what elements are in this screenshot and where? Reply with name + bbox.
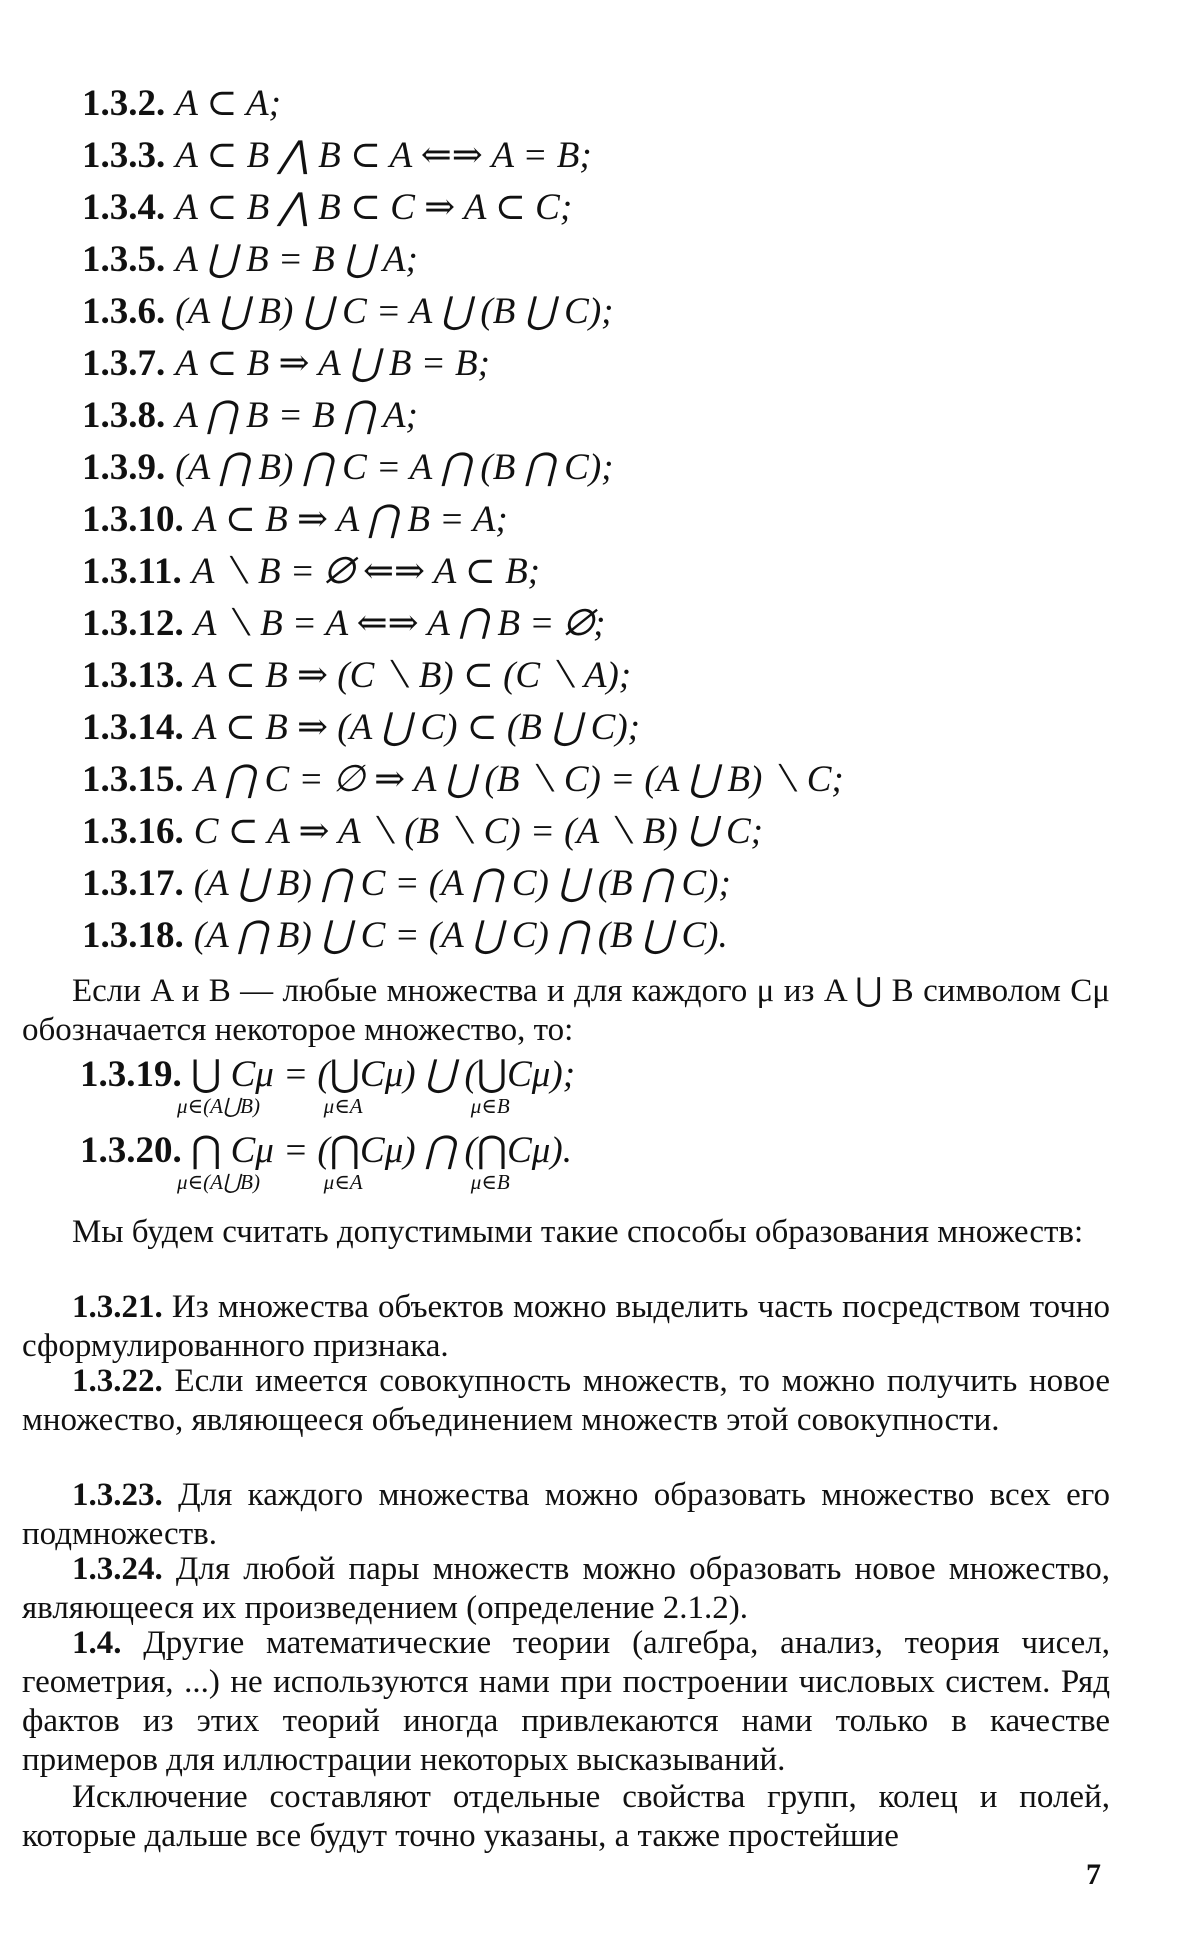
big-intersection-operator (177, 1128, 260, 1194)
formula-line (82, 806, 844, 858)
rule-text: Для каждого множества можно образовать множество всех его подмножеств. (22, 1477, 1110, 1552)
formula-expression: (A ⋂ B) ⋃ C = (A ⋃ C) ⋂ (B ⋃ C). (193, 915, 728, 956)
formula-expression: A ⊂ B ⋀ B ⊂ A ⇐⇒ A = B; (175, 135, 592, 176)
formula-1-3-20 (80, 1128, 572, 1194)
formula-expression: A ⋃ B = B ⋃ A; (175, 239, 418, 280)
formula-number: 1.3.11. (82, 551, 182, 592)
section-text: Другие математические теории (алгебра, анализ, теория чисел, геометрия, ...) не используются нами при построении числовых систем. Ряд фактов из этих теорий иногда привлекаются нами только в качестве примеров для иллюстрации некоторых высказываний. (22, 1625, 1110, 1778)
formula-part: Cμ). (507, 1130, 572, 1171)
formula-line (82, 234, 844, 286)
formula-list (82, 78, 844, 962)
formula-line (82, 182, 844, 234)
formula-line (82, 910, 844, 962)
formula-number: 1.3.9. (82, 447, 166, 488)
rule-number: 1.3.21. (72, 1289, 163, 1325)
formula-line (82, 754, 844, 806)
formula-line (82, 442, 844, 494)
operator-symbol: ⋃ (476, 1054, 508, 1095)
formula-number: 1.3.12. (82, 603, 184, 644)
formula-expression: A ⊂ B ⇒ (C ⟍ B) ⊂ (C ⟍ A); (193, 655, 632, 696)
formula-number: 1.3.16. (82, 811, 184, 852)
big-intersection-operator (323, 1128, 363, 1194)
formula-number: 1.3.17. (82, 863, 184, 904)
operator-subscript: μ∈A (323, 1170, 363, 1194)
formula-number: 1.3.6. (82, 291, 166, 332)
section-number: 1.4. (72, 1625, 122, 1661)
last-paragraph: Исключение составляют отдельные свойства групп, колец и полей, которые дальше все будут точно указаны, а также простейшие (22, 1779, 1110, 1854)
formula-1-3-19 (80, 1052, 576, 1118)
formula-part: Cμ) ⋃ ( (360, 1054, 477, 1095)
formula-line (82, 338, 844, 390)
formula-part: Cμ) ⋂ ( (360, 1130, 477, 1171)
formula-number: 1.3.2. (82, 83, 166, 124)
formula-part: Cμ = ( (230, 1130, 330, 1171)
formula-number: 1.3.5. (82, 239, 166, 280)
big-intersection-operator (470, 1128, 510, 1194)
formula-expression: A ⊂ B ⇒ (A ⋃ C) ⊂ (B ⋃ C); (193, 707, 640, 748)
formula-number: 1.3.4. (82, 187, 166, 228)
big-union-operator (470, 1052, 510, 1118)
rule-1-3-23 (22, 1476, 1110, 1554)
formula-number: 1.3.14. (82, 707, 184, 748)
formula-line (82, 598, 844, 650)
section-1-4 (22, 1624, 1110, 1780)
formula-number: 1.3.3. (82, 135, 166, 176)
intro-paragraph: Если A и B — любые множества и для каждого μ из A ⋃ B символом Cμ обозначается некоторое множество, то: (22, 973, 1110, 1048)
rule-number: 1.3.23. (72, 1477, 163, 1513)
operator-subscript: μ∈B (470, 1094, 510, 1118)
rule-number: 1.3.24. (72, 1551, 163, 1587)
rule-number: 1.3.22. (72, 1363, 163, 1399)
allowed-methods-paragraph: Мы будем считать допустимыми такие способы образования множеств: (72, 1214, 1084, 1250)
formula-expression: A ⋂ C = ∅ ⇒ A ⋃ (B ⟍ C) = (A ⋃ B) ⟍ C; (193, 759, 844, 800)
formula-number: 1.3.15. (82, 759, 184, 800)
formula-expression: A ⊂ B ⇒ A ⋂ B = A; (193, 499, 508, 540)
rule-text: Для любой пары множеств можно образовать новое множество, являющееся их произведением (определение 2.1.2). (22, 1551, 1111, 1626)
big-union-operator (323, 1052, 363, 1118)
operator-subscript: μ∈(A⋃B) (177, 1170, 260, 1194)
rule-text: Из множества объектов можно выделить часть посредством точно сформулированного признака. (22, 1289, 1110, 1364)
formula-expression: A ⋂ B = B ⋂ A; (175, 395, 418, 436)
rule-text: Если имеется совокупность множеств, то можно получить новое множество, являющееся объединением множеств этой совокупности. (22, 1363, 1111, 1438)
operator-symbol: ⋂ (476, 1130, 508, 1171)
formula-line (82, 390, 844, 442)
formula-expression: A ⊂ B ⇒ A ⋃ B = B; (175, 343, 490, 384)
formula-part: Cμ = ( (230, 1054, 330, 1095)
operator-subscript: μ∈B (470, 1170, 510, 1194)
formula-line (82, 546, 844, 598)
formula-expression: C ⊂ A ⇒ A ⟍ (B ⟍ C) = (A ⟍ B) ⋃ C; (193, 811, 763, 852)
operator-subscript: μ∈A (323, 1094, 363, 1118)
formula-number: 1.3.13. (82, 655, 184, 696)
formula-expression: A ⊂ A; (175, 83, 281, 124)
formula-line (82, 858, 844, 910)
formula-number: 1.3.20. (80, 1130, 182, 1171)
formula-line (82, 286, 844, 338)
rule-1-3-21 (22, 1288, 1110, 1366)
formula-line (82, 702, 844, 754)
operator-symbol: ⋂ (191, 1130, 222, 1171)
formula-expression: (A ⋃ B) ⋂ C = (A ⋂ C) ⋃ (B ⋂ C); (193, 863, 731, 904)
formula-expression: A ⟍ B = A ⇐⇒ A ⋂ B = ∅; (193, 603, 606, 644)
formula-line (82, 494, 844, 546)
formula-expression: A ⟍ B = ∅ ⇐⇒ A ⊂ B; (191, 551, 540, 592)
formula-line (82, 78, 844, 130)
formula-expression: A ⊂ B ⋀ B ⊂ C ⇒ A ⊂ C; (175, 187, 573, 228)
big-union-operator (177, 1052, 260, 1118)
operator-symbol: ⋂ (329, 1130, 361, 1171)
formula-number: 1.3.8. (82, 395, 166, 436)
rule-1-3-24 (22, 1550, 1110, 1628)
formula-number: 1.3.10. (82, 499, 184, 540)
formula-number: 1.3.18. (82, 915, 184, 956)
rule-1-3-22 (22, 1362, 1110, 1440)
formula-line (82, 130, 844, 182)
formula-line (82, 650, 844, 702)
formula-number: 1.3.7. (82, 343, 166, 384)
operator-symbol: ⋃ (191, 1054, 222, 1095)
operator-symbol: ⋃ (329, 1054, 361, 1095)
page-number: 7 (1086, 1858, 1101, 1891)
formula-part: Cμ); (507, 1054, 576, 1095)
operator-subscript: μ∈(A⋃B) (177, 1094, 260, 1118)
formula-expression: (A ⋃ B) ⋃ C = A ⋃ (B ⋃ C); (175, 291, 614, 332)
formula-number: 1.3.19. (80, 1054, 182, 1095)
formula-expression: (A ⋂ B) ⋂ C = A ⋂ (B ⋂ C); (175, 447, 614, 488)
